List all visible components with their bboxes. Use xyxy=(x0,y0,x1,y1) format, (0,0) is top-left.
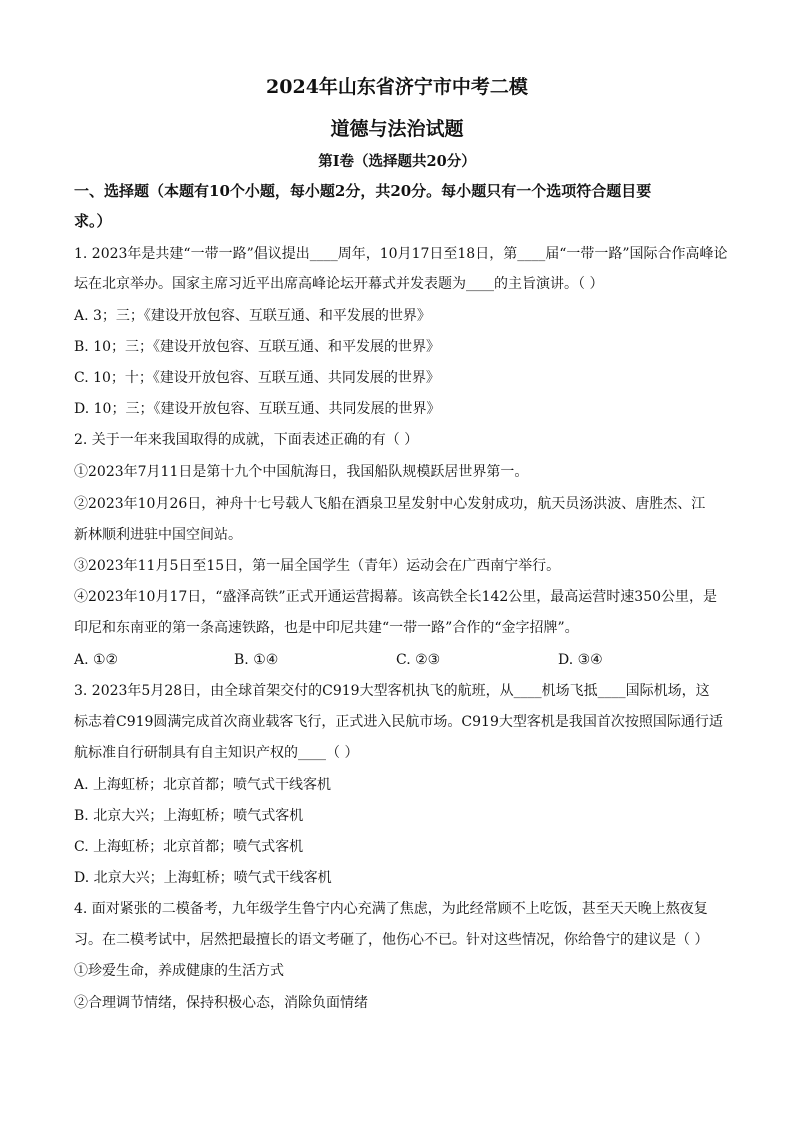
q1-stem-line1: 1. 2023年是共建“一带一路”倡议提出____周年，10月17日至18日，第____届“一带一路”国际合作高峰论 xyxy=(74,246,728,262)
exam-title: 2024年山东省济宁市中考二模 xyxy=(266,76,528,98)
q2-statement-4-line2: 印尼和东南亚的第一条高速铁路，也是中印尼共建“一带一路”合作的“金字招牌”。 xyxy=(74,620,579,636)
volume-heading: 第I卷（选择题共20分） xyxy=(318,153,476,170)
exam-subtitle: 道德与法治试题 xyxy=(330,118,464,140)
q2-statement-4-line1: ④2023年10月17日，“盛泽高铁”正式开通运营揭幕。该高铁全长142公里，最高运营时速350公里，是 xyxy=(74,589,718,605)
q4-stem-line2: 习。在二模考试中，居然把最擅长的语文考砸了，他伤心不已。针对这些情况，你给鲁宁的建议是（ ） xyxy=(74,932,709,948)
q3-stem-line3: 航标准自行研制具有自主知识产权的____（ ） xyxy=(74,745,359,761)
q1-stem-line2: 坛在北京举办。国家主席习近平出席高峰论坛开幕式并发表题为____的主旨演讲。（ ） xyxy=(74,276,604,292)
q4-statement-2: ②合理调节情绪，保持积极心态，消除负面情绪 xyxy=(74,995,368,1011)
q2-option-a: A. ①② xyxy=(74,652,119,668)
q4-statement-1: ①珍爱生命，养成健康的生活方式 xyxy=(74,963,284,979)
q1-option-a: A. 3；三；《建设开放包容、互联互通、和平发展的世界》 xyxy=(74,308,431,324)
q3-option-b: B. 北京大兴；上海虹桥；喷气式客机 xyxy=(74,808,304,824)
q3-stem-line2: 标志着C919圆满完成首次商业载客飞行，正式进入民航市场。C919大型客机是我国首次按照国际通行适 xyxy=(74,714,723,730)
q3-option-d: D. 北京大兴；上海虹桥；喷气式干线客机 xyxy=(74,870,332,886)
q1-option-c: C. 10；十；《建设开放包容、互联互通、共同发展的世界》 xyxy=(74,370,440,386)
q3-option-a: A. 上海虹桥；北京首都；喷气式干线客机 xyxy=(74,777,332,793)
q2-option-c: C. ②③ xyxy=(396,652,441,668)
q3-stem-line1: 3. 2023年5月28日，由全球首架交付的C919大型客机执飞的航班，从____机场飞抵____国际机场，这 xyxy=(74,683,710,699)
q2-option-b: B. ①④ xyxy=(234,652,279,668)
q2-statement-2-line1: ②2023年10月26日，神舟十七号载人飞船在酒泉卫星发射中心发射成功，航天员汤洪波、唐胜杰、江 xyxy=(74,496,706,512)
q2-statement-1: ①2023年7月11日是第十九个中国航海日，我国船队规模跃居世界第一。 xyxy=(74,464,529,480)
q2-statement-3: ③2023年11月5日至15日，第一届全国学生（青年）运动会在广西南宁举行。 xyxy=(74,558,561,574)
q3-option-c: C. 上海虹桥；北京首都；喷气式客机 xyxy=(74,839,304,855)
q2-option-d: D. ③④ xyxy=(558,652,603,668)
section-heading-line1: 一、选择题（本题有10个小题，每小题2分，共20分。每小题只有一个选项符合题目要 xyxy=(74,182,652,200)
q2-stem: 2. 关于一年来我国取得的成就，下面表述正确的有（ ） xyxy=(74,432,419,448)
q2-statement-2-line2: 新林顺利进驻中国空间站。 xyxy=(74,527,242,543)
q1-option-d: D. 10；三；《建设开放包容、互联互通、共同发展的世界》 xyxy=(74,401,441,417)
section-heading-line2: 求。） xyxy=(74,212,112,230)
q4-stem-line1: 4. 面对紧张的二模备考，九年级学生鲁宁内心充满了焦虑，为此经常顾不上吃饭，甚至天天晚上熬夜复 xyxy=(74,901,708,917)
q1-option-b: B. 10；三；《建设开放包容、互联互通、和平发展的世界》 xyxy=(74,339,441,355)
